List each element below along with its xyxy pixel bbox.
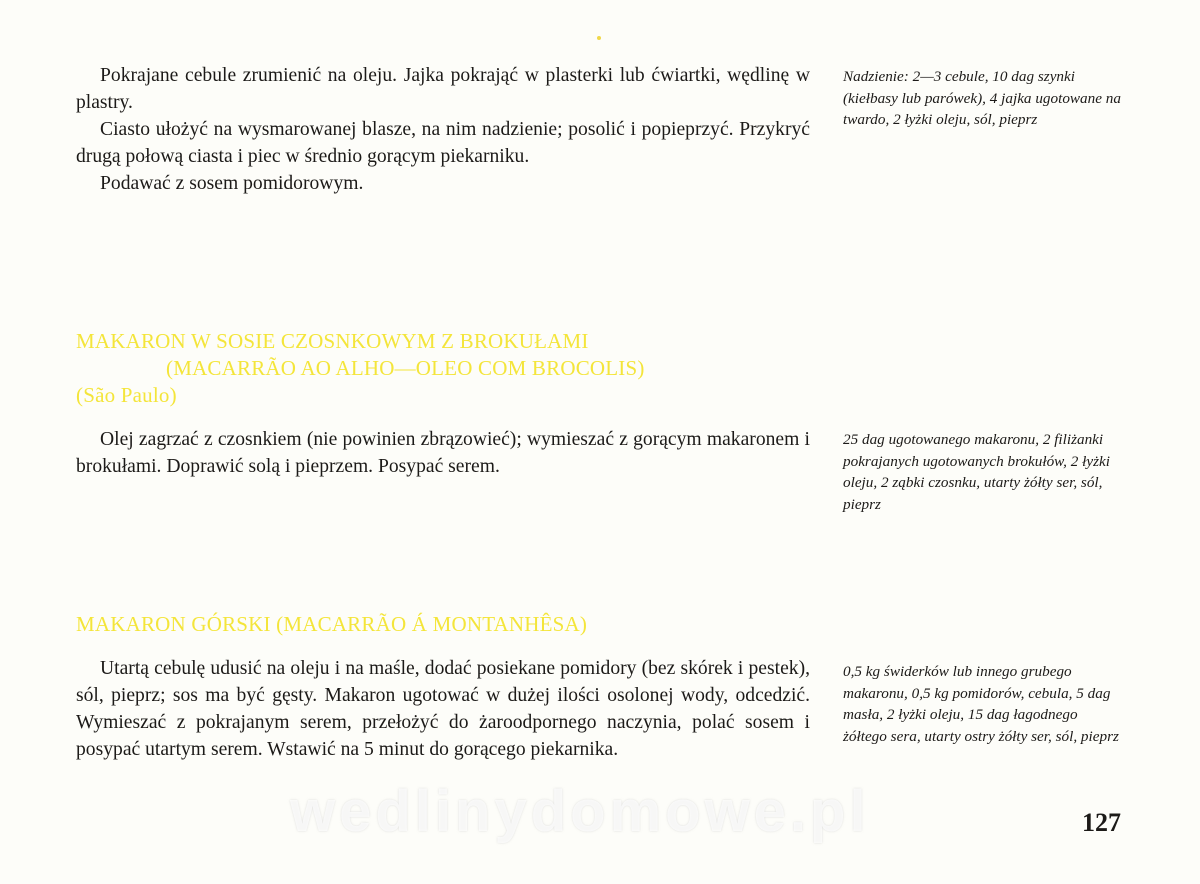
- recipe2-title: [76, 328, 836, 409]
- recipe2-ingredients: [843, 429, 1125, 515]
- page-number: 127: [1082, 808, 1121, 837]
- recipe2-ingredients-text: 25 dag ugotowanego makaronu, 2 filiżanki pokrajanych ugotowanych brokułów, 2 łyżki oleju, 2 ząbki czosnku, utarty żółty ser, sól, pieprz: [843, 431, 1110, 513]
- section1-paragraph-3: Podawać z sosem pomidorowym.: [100, 173, 364, 194]
- section1-body: [76, 62, 810, 197]
- recipe2-title-line3: (São Paulo): [76, 383, 177, 407]
- recipe3-ingredients: [843, 661, 1125, 747]
- recipe3-ingredients-text: 0,5 kg świderków lub innego grubego makaronu, 0,5 kg pomidorów, cebula, 5 dag masła, 2 łyżki oleju, 15 dag łagodnego żółtego sera, utarty ostry żółty ser, sól, pieprz: [843, 663, 1119, 745]
- recipe3-title-line: MAKARON GÓRSKI (MACARRÃO Á MONTANHÊSA): [76, 612, 588, 636]
- recipe2-paragraph: Olej zagrzać z czosnkiem (nie powinien zbrązowieć); wymieszać z gorącym makaronem i brokułami. Doprawić solą i pieprzem. Posypać serem.: [76, 429, 810, 477]
- section1-paragraph-1: Pokrajane cebule zrumienić na oleju. Jajka pokrająć w plasterki lub ćwiartki, wędlinę w plastry.: [76, 65, 810, 113]
- watermark: wedlinydomowe.pl: [290, 779, 870, 844]
- section1-ingredients: [843, 66, 1125, 131]
- recipe3-paragraph: Utartą cebulę udusić na oleju i na maśle, dodać posiekane pomidory (bez skórek i pestek), sól, pieprz; sos ma być gęsty. Makaron ugotować w dużej ilości osolonej wody, odcedzić. Wymieszać z pokrajanym serem, przełożyć do żaroodpornego naczynia, polać sosem i posypać utartym serem. Wstawić na 5 minut do gorącego piekarnika.: [76, 658, 810, 760]
- recipe2-title-line2: (MACARRÃO AO ALHO—OLEO COM BROCOLIS): [166, 356, 645, 380]
- recipe2-title-line1: MAKARON W SOSIE CZOSNKOWYM Z BROKUŁAMI: [76, 329, 589, 353]
- section1-paragraph-2: Ciasto ułożyć na wysmarowanej blasze, na nim nadzienie; posolić i popieprzyć. Przykryć drugą połową ciasta i piec w średnio gorącym piekarniku.: [76, 119, 810, 167]
- section1-ingredients-text: Nadzienie: 2—3 cebule, 10 dag szynki (kiełbasy lub parówek), 4 jajka ugotowane na twardo, 2 łyżki oleju, sól, pieprz: [843, 68, 1121, 128]
- recipe3-title: [76, 611, 836, 638]
- recipe2-body: [76, 426, 810, 480]
- recipe3-body: [76, 655, 810, 763]
- ink-speck: [597, 36, 601, 40]
